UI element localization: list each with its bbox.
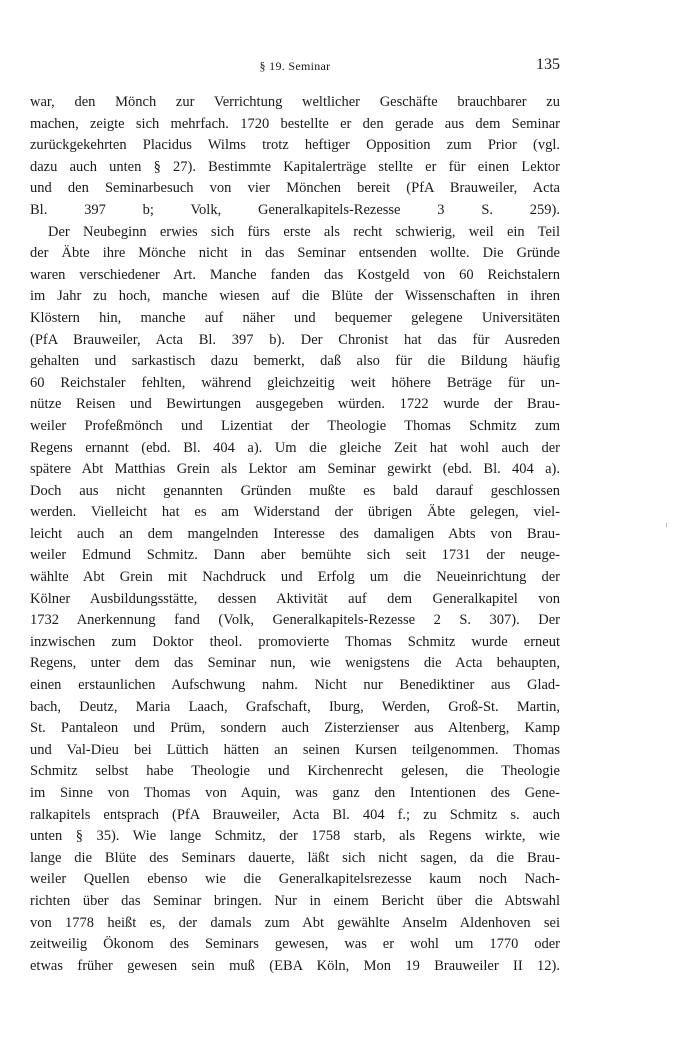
text-line: der Äbte ihre Mönche nicht in das Seminar entsenden wollte. Die Gründe bbox=[30, 245, 560, 262]
text-line: St. Pantaleon und Prüm, sondern auch Zisterzienser aus Altenberg, Kamp bbox=[30, 720, 560, 737]
text-line: (PfA Brauweiler, Acta Bl. 397 b). Der Chronist hat das für Ausreden bbox=[30, 331, 560, 348]
text-line: 60 Reichstaler fehlten, während gleichzeitig weit höhere Beträge für un- bbox=[30, 374, 560, 391]
margin-mark bbox=[666, 523, 667, 527]
text-line: war, den Mönch zur Verrichtung weltlicher Geschäfte brauchbarer zu bbox=[30, 94, 560, 110]
text-line: gehalten und sarkastisch dazu bemerkt, daß also für die Bildung häufig bbox=[30, 353, 560, 370]
text-line: Doch aus nicht genannten Gründen mußte es bald darauf geschlossen bbox=[30, 482, 560, 499]
text-line: zurückgekehrten Placidus Wilms trotz heftiger Opposition zum Prior (vgl. bbox=[30, 137, 560, 154]
text-line: Regens ernannt (ebd. Bl. 404 a). Um die gleiche Zeit hat wohl auch der bbox=[30, 439, 560, 456]
text-line: weiler Profeßmönch und Lizentiat der Theologie Thomas Schmitz zum bbox=[30, 417, 560, 434]
text-line: werden. Vielleicht hat es am Widerstand der übrigen Äbte gelegen, viel- bbox=[30, 504, 560, 521]
text-line: im Sinne von Thomas von Aquin, was ganz den Intentionen des Gene- bbox=[30, 785, 560, 801]
text-line: inzwischen zum Doktor theol. promovierte Thomas Schmitz wurde erneut bbox=[30, 633, 560, 650]
text-line: zeitweilig Ökonom des Seminars gewesen, was er wohl um 1770 oder bbox=[30, 936, 560, 953]
text-line: machen, zeigte sich mehrfach. 1720 bestellte er den gerade aus dem Seminar bbox=[30, 115, 560, 132]
text-line: weiler Edmund Schmitz. Dann aber bemühte sich seit 1731 der neuge- bbox=[30, 547, 560, 564]
text-line: Der Neubeginn erwies sich fürs erste als recht schwierig, weil ein Teil bbox=[48, 223, 560, 240]
text-line: 1732 Anerkennung fand (Volk, Generalkapitels-Rezesse 2 S. 307). Der bbox=[30, 612, 560, 629]
text-line: nütze Reisen und Bewirtungen ausgegeben würden. 1722 wurde der Brau- bbox=[30, 396, 560, 413]
text-line: bach, Deutz, Maria Laach, Grafschaft, Iburg, Werden, Groß-St. Martin, bbox=[30, 698, 560, 715]
text-line: etwas früher gewesen sein muß (EBA Köln, Mon 19 Brauweiler II 12). bbox=[30, 957, 560, 974]
text-line: Regens, unter dem das Seminar nun, wie wenigstens die Acta behaupten, bbox=[30, 655, 560, 672]
text-line: dazu auch unten § 27). Bestimmte Kapitalerträge stellte er für einen Lektor bbox=[30, 158, 560, 175]
running-head bbox=[30, 56, 560, 78]
text-line: und den Seminarbesuch von vier Mönchen bereit (PfA Brauweiler, Acta bbox=[30, 180, 560, 197]
page-number: 135 bbox=[536, 56, 560, 73]
text-line: von 1778 heißt es, der damals zum Abt gewählte Anselm Aldenhoven sei bbox=[30, 914, 560, 931]
text-line: ralkapitels entsprach (PfA Brauweiler, Acta Bl. 404 f.; zu Schmitz s. auch bbox=[30, 806, 560, 823]
text-line: weiler Quellen ebenso wie die Generalkapitelsrezesse kaum noch Nach- bbox=[30, 871, 560, 888]
text-line: einen erstaunlichen Aufschwung nahm. Nicht nur Benediktiner aus Glad- bbox=[30, 677, 560, 694]
text-line: waren verschiedener Art. Manche fanden das Kostgeld von 60 Reichstalern bbox=[30, 266, 560, 283]
text-line: Kölner Ausbildungsstätte, dessen Aktivität auf dem Generalkapitel von bbox=[30, 590, 560, 607]
text-line: Schmitz selbst habe Theologie und Kirchenrecht gelesen, die Theologie bbox=[30, 763, 560, 780]
text-line: im Jahr zu hoch, manche wiesen auf die Blüte der Wissenschaften in ihren bbox=[30, 288, 560, 305]
text-line: spätere Abt Matthias Grein als Lektor am Seminar gewirkt (ebd. Bl. 404 a). bbox=[30, 461, 560, 478]
text-line: Klöstern hin, manche auf näher und bequemer gelegene Universitäten bbox=[30, 309, 560, 326]
text-line: leicht auch an dem mangelnden Interesse des damaligen Abts von Brau- bbox=[30, 525, 560, 542]
text-line: Bl. 397 b; Volk, Generalkapitels-Rezesse 3 S. 259). bbox=[30, 201, 560, 218]
text-line: wählte Abt Grein mit Nachdruck und Erfolg um die Neueinrichtung der bbox=[30, 569, 560, 586]
text-line: lange die Blüte des Seminars dauerte, läßt sich nicht sagen, da die Brau- bbox=[30, 849, 560, 866]
text-line: richten über das Seminar bringen. Nur in einem Bericht über die Abtswahl bbox=[30, 892, 560, 909]
body-text bbox=[30, 92, 560, 977]
running-title: § 19. Seminar bbox=[259, 59, 331, 73]
text-line: unten § 35). Wie lange Schmitz, der 1758 starb, als Regens wirkte, wie bbox=[30, 828, 560, 845]
text-line: und Val-Dieu bei Lüttich hätten an seinen Kursen teilgenommen. Thomas bbox=[30, 741, 560, 758]
